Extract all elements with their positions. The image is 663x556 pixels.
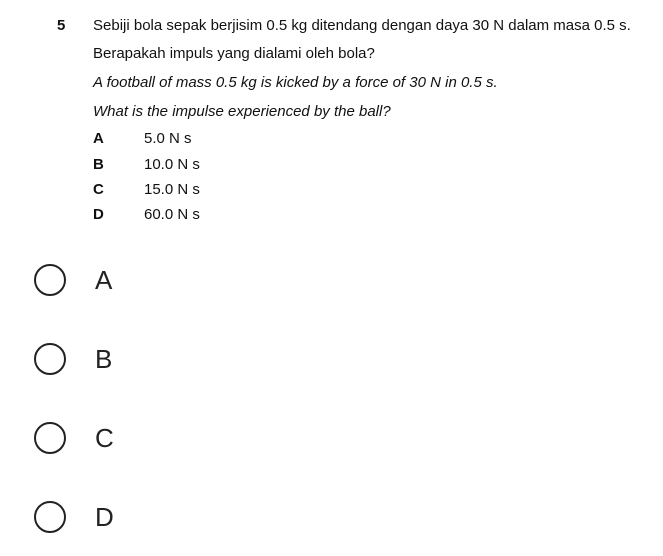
option-a-text: 5.0 N s [144, 130, 192, 147]
answer-choice-d-label: D [95, 501, 114, 532]
question-text-malay-line2: Berapakah impuls yang dialami oleh bola? [93, 45, 375, 62]
question-number: 5 [57, 17, 66, 34]
option-a-letter: A [93, 130, 104, 147]
answer-choice-a[interactable] [34, 260, 112, 300]
answer-choice-b-label: B [95, 343, 113, 374]
radio-button-d[interactable] [34, 501, 66, 533]
option-c-text: 15.0 N s [144, 181, 200, 198]
answer-choice-d[interactable] [34, 497, 114, 537]
option-d-text: 60.0 N s [144, 206, 200, 223]
question-text-english-line2: What is the impulse experienced by the ball? [93, 103, 391, 120]
option-c-letter: C [93, 181, 104, 198]
radio-button-c[interactable] [34, 422, 66, 454]
radio-button-a[interactable] [34, 264, 66, 296]
option-b-text: 10.0 N s [144, 156, 200, 173]
option-d-letter: D [93, 206, 104, 223]
answer-choice-a-label: A [95, 264, 113, 295]
question-text-english-line1: A football of mass 0.5 kg is kicked by a force of 30 N in 0.5 s. [93, 74, 498, 91]
answer-choice-c[interactable] [34, 418, 114, 458]
answer-choice-c-label: C [95, 422, 114, 453]
answer-choice-b[interactable] [34, 339, 112, 379]
option-b-letter: B [93, 156, 104, 173]
question-text-malay-line1: Sebiji bola sepak berjisim 0.5 kg ditendang dengan daya 30 N dalam masa 0.5 s. [93, 17, 631, 34]
radio-button-b[interactable] [34, 343, 66, 375]
